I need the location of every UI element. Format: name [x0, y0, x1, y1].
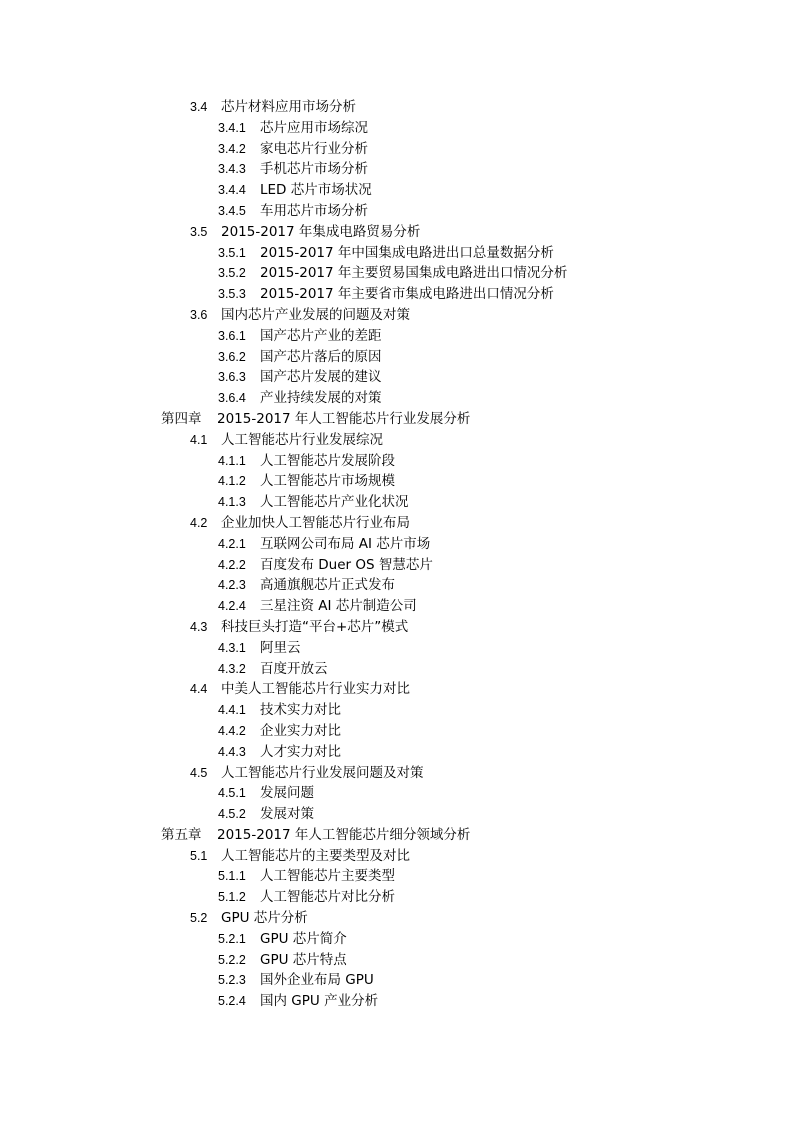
toc-entry-number: 3.6: [190, 307, 208, 322]
toc-entry-number: 4.1.3: [218, 495, 246, 510]
toc-subsection-entry: [0, 659, 794, 680]
toc-subsection-entry: [0, 492, 794, 513]
toc-subsection-entry: [0, 596, 794, 617]
toc-section-entry: [0, 763, 794, 784]
toc-entry-title: LED 芯片市场状况: [260, 182, 372, 199]
toc-entry-title: 科技巨头打造“平台+芯片”模式: [221, 618, 409, 635]
toc-entry-title: 人工智能芯片发展阶段: [260, 452, 395, 469]
toc-entry-number: 4.5: [190, 765, 208, 780]
toc-entry-number: 4.2.4: [218, 599, 246, 614]
toc-entry-number: 3.6.2: [218, 349, 246, 364]
toc-section-entry: [0, 513, 794, 534]
toc-subsection-entry: [0, 638, 794, 659]
toc-subsection-entry: [0, 970, 794, 991]
toc-section-entry: [0, 679, 794, 700]
toc-subsection-entry: [0, 866, 794, 887]
toc-entry-number: 3.5: [190, 224, 208, 239]
toc-subsection-entry: [0, 721, 794, 742]
toc-entry-title: 三星注资 AI 芯片制造公司: [260, 598, 417, 615]
toc-subsection-entry: [0, 118, 794, 139]
toc-entry-title: 国内 GPU 产业分析: [260, 993, 379, 1010]
toc-subsection-entry: [0, 263, 794, 284]
toc-entry-title: 人工智能芯片主要类型: [260, 868, 395, 885]
toc-subsection-entry: [0, 700, 794, 721]
toc-entry-title: 国产芯片落后的原因: [260, 348, 382, 365]
toc-subsection-entry: [0, 367, 794, 388]
toc-entry-title: 国产芯片发展的建议: [260, 369, 382, 386]
toc-subsection-entry: [0, 804, 794, 825]
toc-section-entry: [0, 908, 794, 929]
toc-subsection-entry: [0, 783, 794, 804]
toc-subsection-entry: [0, 950, 794, 971]
toc-entry-title: 人工智能芯片的主要类型及对比: [221, 847, 410, 864]
toc-entry-title: 芯片材料应用市场分析: [221, 99, 356, 115]
toc-subsection-entry: [0, 451, 794, 472]
toc-entry-number: 第五章: [161, 826, 202, 843]
toc-entry-title: 互联网公司布局 AI 芯片市场: [260, 535, 431, 552]
toc-entry-number: 5.2.4: [218, 994, 246, 1009]
toc-entry-title: 发展问题: [260, 785, 314, 802]
toc-entry-number: 5.2.2: [218, 952, 246, 967]
toc-entry-title: 人工智能芯片行业发展综况: [221, 431, 383, 448]
toc-entry-title: 技术实力对比: [260, 702, 341, 719]
toc-entry-number: 5.1.2: [218, 890, 246, 905]
toc-entry-number: 5.1: [190, 848, 208, 863]
toc-entry-title: 人工智能芯片对比分析: [260, 889, 395, 906]
toc-entry-number: 3.5.2: [218, 266, 246, 281]
toc-entry-title: 国产芯片产业的差距: [260, 327, 382, 344]
toc-entry-number: 3.4.3: [218, 162, 246, 177]
toc-subsection-entry: [0, 534, 794, 555]
toc-entry-number: 3.6.1: [218, 328, 246, 343]
toc-subsection-entry: [0, 575, 794, 596]
toc-entry-number: 4.2.1: [218, 536, 246, 551]
toc-chapter-entry: [0, 825, 794, 846]
toc-entry-number: 3.6.4: [218, 391, 246, 406]
toc-entry-number: 4.5.1: [218, 786, 246, 801]
toc-entry-number: 4.2.2: [218, 557, 246, 572]
toc-entry-number: 3.4.1: [218, 120, 246, 135]
toc-entry-number: 4.3.1: [218, 640, 246, 655]
toc-subsection-entry: [0, 159, 794, 180]
toc-entry-title: 人工智能芯片市场规模: [260, 473, 395, 490]
toc-subsection-entry: [0, 243, 794, 264]
toc-entry-title: 阿里云: [260, 639, 301, 656]
toc-entry-title: 车用芯片市场分析: [260, 202, 368, 219]
toc-entry-number: 4.5.2: [218, 807, 246, 822]
toc-entry-title: 手机芯片市场分析: [260, 161, 368, 178]
toc-section-entry: [0, 222, 794, 243]
toc-subsection-entry: [0, 887, 794, 908]
toc-subsection-entry: [0, 139, 794, 160]
toc-subsection-entry: [0, 555, 794, 576]
toc-entry-number: 4.4.2: [218, 723, 246, 738]
toc-entry-title: GPU 芯片特点: [260, 951, 347, 968]
toc-entry-number: 3.4: [190, 100, 208, 114]
toc-entry-number: 4.4: [190, 682, 208, 697]
toc-section-entry: [0, 617, 794, 638]
toc-entry-title: 企业加快人工智能芯片行业布局: [221, 514, 410, 531]
toc-entry-number: 3.4.4: [218, 183, 246, 198]
toc-subsection-entry: [0, 471, 794, 492]
toc-entry-number: 3.6.3: [218, 370, 246, 385]
toc-section-entry: [0, 430, 794, 451]
toc-entry-number: 4.3.2: [218, 661, 246, 676]
toc-entry-title: 2015-2017 年人工智能芯片行业发展分析: [217, 410, 471, 427]
toc-entry-number: 4.2.3: [218, 578, 246, 593]
toc-entry-title: 百度发布 Duer OS 智慧芯片: [260, 556, 433, 573]
toc-entry-number: 3.5.3: [218, 287, 246, 302]
toc-entry-number: 4.1.1: [218, 453, 246, 468]
toc-entry-number: 3.4.5: [218, 203, 246, 218]
toc-subsection-entry: [0, 201, 794, 222]
toc-entry-number: 4.1: [190, 432, 208, 447]
toc-entry-title: 企业实力对比: [260, 722, 341, 739]
toc-entry-number: 4.2: [190, 515, 208, 530]
toc-entry-number: 3.4.2: [218, 141, 246, 156]
toc-subsection-entry: [0, 347, 794, 368]
toc-entry-title: 2015-2017 年集成电路贸易分析: [221, 223, 421, 240]
table-of-contents: [0, 97, 794, 1012]
toc-subsection-entry: [0, 326, 794, 347]
toc-section-entry: [0, 305, 794, 326]
toc-subsection-entry: [0, 388, 794, 409]
toc-entry-title: 家电芯片行业分析: [260, 140, 368, 157]
toc-entry-number: 5.2.1: [218, 931, 246, 946]
toc-entry-title: 发展对策: [260, 806, 314, 823]
toc-entry-title: GPU 芯片分析: [221, 910, 308, 927]
toc-entry-title: GPU 芯片简介: [260, 930, 347, 947]
toc-entry-title: 国内芯片产业发展的问题及对策: [221, 306, 410, 323]
toc-entry-title: 人才实力对比: [260, 743, 341, 760]
toc-entry-title: 2015-2017 年主要贸易国集成电路进出口情况分析: [260, 265, 568, 282]
toc-subsection-entry: [0, 742, 794, 763]
toc-entry-title: 国外企业布局 GPU: [260, 972, 374, 989]
toc-entry-number: 5.2.3: [218, 973, 246, 988]
toc-entry-title: 高通旗舰芯片正式发布: [260, 577, 395, 594]
toc-entry-number: 4.1.2: [218, 474, 246, 489]
toc-entry-title: 人工智能芯片行业发展问题及对策: [221, 764, 424, 781]
toc-subsection-entry: [0, 284, 794, 305]
toc-section-entry: [0, 846, 794, 867]
toc-entry-number: 第四章: [161, 410, 202, 427]
toc-entry-number: 4.4.1: [218, 703, 246, 718]
toc-subsection-entry: [0, 180, 794, 201]
toc-entry-title: 中美人工智能芯片行业实力对比: [221, 681, 410, 698]
toc-entry-title: 2015-2017 年人工智能芯片细分领域分析: [217, 826, 471, 843]
toc-entry-number: 5.2: [190, 911, 208, 926]
toc-entry-title: 产业持续发展的对策: [260, 390, 382, 407]
toc-entry-title: 2015-2017 年中国集成电路进出口总量数据分析: [260, 244, 554, 261]
toc-subsection-entry: [0, 929, 794, 950]
toc-section-entry: [0, 97, 794, 118]
toc-entry-number: 4.4.3: [218, 744, 246, 759]
toc-chapter-entry: [0, 409, 794, 430]
toc-entry-number: 5.1.1: [218, 869, 246, 884]
toc-entry-number: 3.5.1: [218, 245, 246, 260]
toc-entry-title: 芯片应用市场综况: [260, 119, 368, 136]
toc-entry-title: 人工智能芯片产业化状况: [260, 494, 409, 511]
toc-subsection-entry: [0, 991, 794, 1012]
toc-entry-title: 2015-2017 年主要省市集成电路进出口情况分析: [260, 286, 554, 303]
toc-entry-title: 百度开放云: [260, 660, 328, 677]
toc-entry-number: 4.3: [190, 619, 208, 634]
